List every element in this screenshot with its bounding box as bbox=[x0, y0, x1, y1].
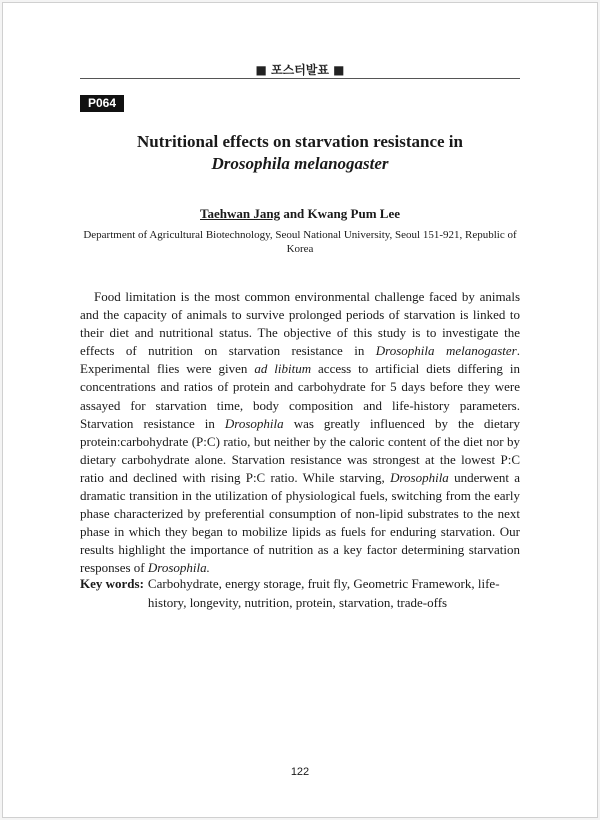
paper-title bbox=[80, 131, 520, 175]
abstract bbox=[80, 288, 520, 578]
keywords bbox=[80, 574, 520, 612]
abstract-species: Drosophila bbox=[390, 469, 449, 485]
section-header: ■ 포스터발표 ■ bbox=[255, 63, 345, 77]
keywords-label: Key words: bbox=[80, 576, 144, 591]
abstract-term: ad libitum bbox=[254, 361, 312, 377]
poster-id-badge: P064 bbox=[80, 95, 124, 112]
abstract-species: Drosophila melanogaster bbox=[375, 343, 517, 359]
authors bbox=[80, 206, 520, 222]
title-line-1: Nutritional effects on starvation resistance in bbox=[137, 132, 463, 151]
co-authors: and Kwang Pum Lee bbox=[280, 206, 400, 221]
abstract-species: Drosophila. bbox=[147, 560, 210, 576]
abstract-species: Drosophila bbox=[224, 415, 284, 431]
abstract-text: . Experimental flies were given bbox=[80, 343, 520, 377]
page-number: 122 bbox=[290, 766, 310, 778]
abstract-text: underwent a dramatic transition in the utilization of physiological fuels, switching from the early phase characterized by preferential consumption of non-lipid substrates to the next phase in which they began to mobilize lipids as fuels for enduring starvation. Our results highlight the importance of nutrition as a key factor determining starvation responses of bbox=[80, 469, 520, 576]
title-line-2: Drosophila melanogaster bbox=[211, 154, 389, 173]
abstract-text: was greatly influenced by the dietary protein:carbohydrate (P:C) ratio, but neither by the caloric content of the diet nor by dietary carbohydrate alone. Starvation resistance was strongest at the lowest P:C ratio and declined with rising P:C ratio. While starving, bbox=[80, 415, 520, 485]
affiliation: Department of Agricultural Biotechnology, Seoul National University, Seoul 151-921, Republic of Korea bbox=[83, 229, 517, 255]
header-divider bbox=[80, 78, 520, 79]
keywords-list: Carbohydrate, energy storage, fruit fly, Geometric Framework, life-history, longevity, nutrition, protein, starvation, trade-offs bbox=[147, 576, 500, 610]
abstract-text: access to artificial diets differing in concentrations and ratios of protein and carbohydrate for 5 days before they were assayed for starvation time, body composition and life-history parameters. Starvation resistance in bbox=[80, 361, 520, 431]
presenting-author: Taehwan Jang bbox=[200, 206, 281, 221]
abstract-text: Food limitation is the most common environmental challenge faced by animals and the capacity of animals to survive prolonged periods of starvation is linked to their diet and nutritional status. The objective of this study is to investigate the effects of nutrition on starvation resistance in bbox=[80, 289, 520, 359]
